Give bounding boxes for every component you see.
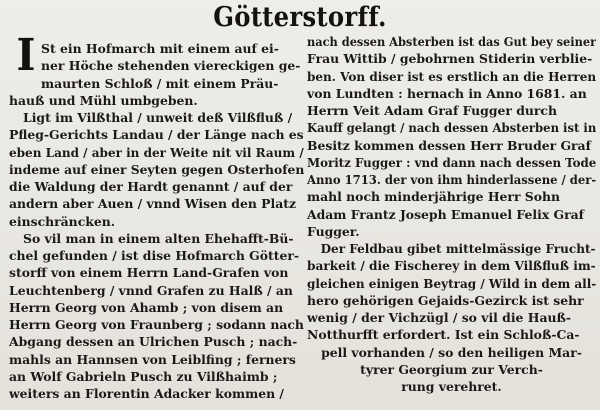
text-line: Leuchtenberg / vnnd Grafen zu Halß / an bbox=[9, 282, 293, 298]
text-line: Adam Frantz Joseph Emanuel Felix Graf bbox=[307, 206, 585, 222]
text-line: Der Feldbau gibet mittelmässige Frucht- bbox=[320, 241, 596, 256]
text-line: mahl noch minderjährige Herr Sohn bbox=[307, 189, 561, 205]
text-line: die Waldung der Hardt genannt / auf der bbox=[9, 179, 293, 194]
text-line: indeme auf einer Seyten gegen Osterhofen bbox=[9, 161, 304, 177]
drop-cap-initial: I bbox=[16, 30, 36, 81]
text-line: hero gehörigen Gejaids-Gezirck ist sehr bbox=[307, 292, 584, 308]
text-line: wenig / der Vichzügl / so vil die Hauß- bbox=[307, 310, 572, 325]
text-line: gleichen einigen Beytrag / Wild in dem all- bbox=[307, 275, 596, 291]
text-line: tyrer Georgium zur Verch- bbox=[360, 361, 543, 377]
text-line: eben Land / aber in der Weite nit vil Raum / bbox=[9, 144, 304, 160]
text-line: storff von einem Herrn Land-Grafen von bbox=[9, 265, 289, 281]
page-title: Götterstorff. bbox=[213, 2, 387, 33]
text-line: von Lundten : hernach in Anno 1681. an bbox=[307, 85, 587, 101]
text-line: Anno 1713. der von ihm hinderlassene / der- bbox=[307, 172, 596, 187]
text-line: Moritz Fugger : vnd dann nach dessen Tode bbox=[307, 154, 596, 170]
text-line: barkeit / die Fischerey in dem Vilßfluß im- bbox=[307, 258, 596, 274]
text-line: Kauff gelangt / nach dessen Absterben ist in bbox=[307, 120, 596, 136]
text-line: ben. Von diser ist es erstlich an die Herren bbox=[307, 68, 596, 84]
text-line: Notthurfft erfordert. Ist ein Schloß-Ca- bbox=[307, 327, 580, 343]
text-line: Fugger. bbox=[307, 223, 360, 239]
text-line: chel gefunden / ist dise Hofmarch Götter- bbox=[9, 248, 300, 263]
text-line: nach dessen Absterben ist das Gut bey seiner bbox=[307, 34, 596, 49]
text-line: Ligt im Vilßthal / unweit deß Vilßfluß / bbox=[23, 110, 293, 125]
text-line: andern aber Auen / vnnd Wisen den Platz bbox=[9, 196, 296, 212]
text-line: maurten Schloß / mit einem Präu- bbox=[41, 75, 279, 91]
text-line: Abgang dessen an Ulrichen Pusch ; nach- bbox=[9, 334, 298, 350]
text-line: rung verehret. bbox=[401, 379, 502, 394]
right-text-column bbox=[307, 33, 596, 395]
left-text-column bbox=[9, 40, 304, 402]
text-line: Herrn Veit Adam Graf Fugger durch bbox=[307, 103, 557, 118]
text-line: Pfleg-Gerichts Landau / der Länge nach es bbox=[9, 127, 304, 143]
text-line: Frau Wittib / gebohrnen Stiderin verblie- bbox=[307, 51, 593, 67]
text-line: ner Höche stehenden viereckigen ge- bbox=[41, 58, 301, 74]
text-line: mahls an Hannsen von Leiblfing ; ferners bbox=[9, 351, 296, 367]
text-line: Herrn Georg von Ahamb ; von disem an bbox=[9, 299, 284, 315]
text-line: Besitz kommen dessen Herr Bruder Graf bbox=[307, 137, 591, 153]
text-line: pell vorhanden / so den heiligen Mar- bbox=[321, 344, 582, 360]
text-line: an Wolf Gabrieln Pusch zu Vilßhaimb ; bbox=[9, 368, 278, 384]
text-line: Herrn Georg von Fraunberg ; sodann nach bbox=[9, 317, 304, 332]
text-line: hauß und Mühl umbgeben. bbox=[9, 92, 198, 108]
text-line: So vil man in einem alten Ehehafft-Bü- bbox=[23, 230, 294, 246]
text-line: weiters an Florentin Adacker kommen / bbox=[9, 386, 284, 401]
text-line: St ein Hofmarch mit einem auf ei- bbox=[41, 41, 279, 56]
text-line: einschräncken. bbox=[9, 213, 116, 229]
